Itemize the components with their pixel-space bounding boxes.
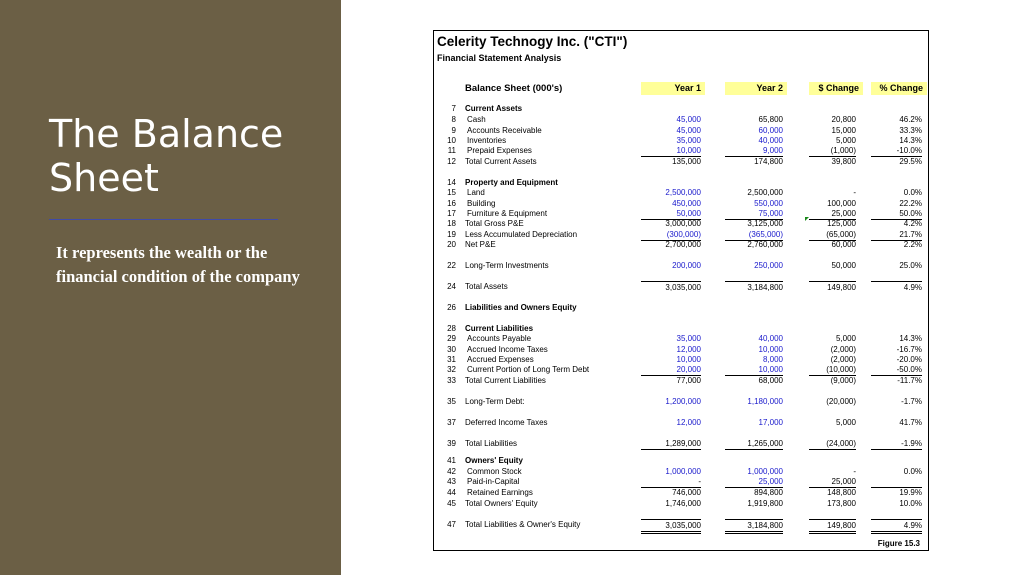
dollar-change-value: 15,000 [831, 126, 856, 135]
year2-value: 8,000 [762, 355, 783, 364]
year1-value: 10,000 [641, 145, 701, 157]
row-label: Liabilities and Owners Equity [465, 303, 577, 312]
year1-value: 1,746,000 [665, 499, 701, 508]
row-number: 45 [447, 499, 456, 508]
percent-change-value: 25.0% [899, 261, 922, 270]
title-panel [0, 0, 341, 575]
table-row [434, 302, 928, 313]
row-label: Less Accumulated Depreciation [465, 230, 578, 239]
dollar-change-value: - [853, 188, 856, 197]
percent-change-value: 10.0% [899, 499, 922, 508]
row-number: 31 [447, 355, 456, 364]
dollar-change-value: 149,800 [809, 281, 856, 293]
year1-value: 1,000,000 [665, 467, 701, 476]
year2-value: 174,800 [754, 157, 783, 166]
dollar-change-value: 148,800 [827, 488, 856, 497]
table-row [434, 375, 928, 386]
row-number: 33 [447, 376, 456, 385]
percent-change-value: 14.3% [899, 334, 922, 343]
balance-sheet-figure [433, 30, 929, 551]
year1-value: 746,000 [672, 488, 701, 497]
row-number: 16 [447, 199, 456, 208]
year2-value: 10,000 [725, 364, 783, 376]
table-row [434, 260, 928, 271]
dollar-change-value: (2,000) [830, 345, 856, 354]
year1-value: 3,035,000 [641, 519, 701, 534]
row-label: Current Assets [465, 104, 523, 113]
row-label: Paid-in-Capital [467, 477, 520, 486]
row-label: Current Portion of Long Term Debt [467, 365, 590, 374]
percent-change-value: 0.0% [903, 188, 922, 197]
row-number: 11 [447, 146, 456, 155]
dollar-change-value: 173,800 [827, 499, 856, 508]
row-label: Accrued Expenses [467, 355, 534, 364]
year2-value: 10,000 [758, 345, 783, 354]
table-row [434, 218, 928, 229]
year2-value: 550,000 [754, 199, 783, 208]
dollar-change-value: (9,000) [830, 376, 856, 385]
dollar-change-value: (24,000) [809, 438, 856, 450]
row-number: 10 [447, 136, 456, 145]
percent-change-header: % Change [871, 82, 927, 95]
dollar-change-value: 20,800 [831, 115, 856, 124]
percent-change-value: -1.9% [871, 438, 922, 450]
year1-value: 450,000 [672, 199, 701, 208]
row-number: 7 [451, 104, 456, 113]
year2-value: 1,180,000 [747, 397, 783, 406]
dollar-change-value: 39,800 [831, 157, 856, 166]
dollar-change-value: (65,000) [809, 229, 856, 241]
percent-change-value: 4.9% [871, 519, 922, 534]
row-label: Building [467, 199, 496, 208]
year2-value: 3,125,000 [747, 219, 783, 228]
row-label: Total Liabilities [465, 439, 518, 448]
row-label: Total Liabilities & Owner's Equity [465, 520, 581, 529]
year1-value: 35,000 [676, 136, 701, 145]
dollar-change-value: 125,000 [827, 219, 856, 228]
comment-marker-icon [805, 217, 809, 221]
year2-value: 60,000 [758, 126, 783, 135]
year1-header: Year 1 [641, 82, 705, 95]
table-row [434, 114, 928, 125]
year1-value: 10,000 [676, 355, 701, 364]
row-label: Furniture & Equipment [467, 209, 548, 218]
year1-value: 1,289,000 [641, 438, 701, 450]
percent-change-value: -11.7% [897, 376, 922, 385]
percent-change-value: 4.9% [871, 281, 922, 293]
row-label: Deferred Income Taxes [465, 418, 548, 427]
row-label: Common Stock [467, 467, 522, 476]
row-label: Total Assets [465, 282, 508, 291]
table-row [434, 438, 928, 449]
year2-value: 250,000 [754, 261, 783, 270]
percent-change-value: -1.7% [901, 397, 922, 406]
row-number: 44 [447, 488, 456, 497]
row-label: Total Current Liabilities [465, 376, 546, 385]
company-title: Celerity Technogy Inc. ("CTI") [437, 34, 628, 49]
row-number: 28 [447, 324, 456, 333]
dollar-change-value: 5,000 [835, 418, 856, 427]
title-divider [49, 219, 278, 220]
row-number: 42 [447, 467, 456, 476]
row-label: Long-Term Debt: [465, 397, 525, 406]
dollar-change-value: 149,800 [809, 519, 856, 534]
dollar-change-header: $ Change [809, 82, 863, 95]
year1-value: 2,500,000 [665, 188, 701, 197]
year1-value: 77,000 [676, 376, 701, 385]
row-number: 8 [451, 115, 456, 124]
row-label: Accrued Income Taxes [467, 345, 548, 354]
year2-value: 75,000 [725, 208, 783, 220]
year2-value: 894,800 [754, 488, 783, 497]
table-row [434, 103, 928, 114]
year2-value: (365,000) [725, 229, 783, 241]
table-row [434, 145, 928, 156]
row-number: 18 [447, 219, 456, 228]
year1-value: 12,000 [676, 418, 701, 427]
table-row [434, 455, 928, 466]
row-label: Total Current Assets [465, 157, 537, 166]
row-label: Current Liabilities [465, 324, 534, 333]
balance-sheet-header: Balance Sheet (000's) [465, 83, 563, 94]
table-row [434, 333, 928, 344]
percent-change-value: 0.0% [903, 467, 922, 476]
percent-change-value: 46.2% [899, 115, 922, 124]
row-number: 22 [447, 261, 456, 270]
table-row [434, 187, 928, 198]
row-number: 20 [447, 240, 456, 249]
year2-value: 2,760,000 [747, 240, 783, 249]
table-row [434, 476, 928, 487]
row-label: Accounts Payable [467, 334, 532, 343]
dollar-change-value: (20,000) [826, 397, 856, 406]
year1-value: 12,000 [676, 345, 701, 354]
statement-subtitle: Financial Statement Analysis [437, 53, 562, 63]
row-number: 37 [447, 418, 456, 427]
table-row [434, 239, 928, 250]
dollar-change-value: 25,000 [809, 208, 856, 220]
year1-value: 135,000 [672, 157, 701, 166]
year2-value: 40,000 [758, 334, 783, 343]
slide-title: The Balance Sheet [49, 112, 284, 200]
row-label: Land [467, 188, 485, 197]
row-label: Inventories [467, 136, 507, 145]
row-number: 19 [447, 230, 456, 239]
row-label: Prepaid Expenses [467, 146, 532, 155]
row-number: 47 [447, 520, 456, 529]
dollar-change-value: 50,000 [831, 261, 856, 270]
row-number: 35 [447, 397, 456, 406]
row-number: 17 [447, 209, 456, 218]
percent-change-value: 50.0% [871, 208, 922, 220]
dollar-change-value: 25,000 [809, 476, 856, 488]
year2-value: 2,500,000 [747, 188, 783, 197]
row-number: 30 [447, 345, 456, 354]
year2-value: 3,184,800 [725, 281, 783, 293]
year1-value: 45,000 [676, 115, 701, 124]
year2-value: 25,000 [725, 476, 783, 488]
table-row [434, 519, 928, 530]
row-number: 12 [447, 157, 456, 166]
dollar-change-value: (1,000) [809, 145, 856, 157]
figure-label: Figure 15.3 [877, 539, 920, 548]
row-label: Long-Term Investments [465, 261, 549, 270]
year1-value: 20,000 [641, 364, 701, 376]
year2-value: 40,000 [758, 136, 783, 145]
dollar-change-value: 5,000 [835, 334, 856, 343]
percent-change-value: -50.0% [871, 364, 922, 376]
row-label: Property and Equipment [465, 178, 558, 187]
dollar-change-value: 60,000 [831, 240, 856, 249]
percent-change-value: 19.9% [899, 488, 922, 497]
row-label: Owners' Equity [465, 456, 523, 465]
percent-change-value: 33.3% [899, 126, 922, 135]
dollar-change-value: 5,000 [835, 136, 856, 145]
row-label: Total Owners' Equity [465, 499, 538, 508]
percent-change-value: 2.2% [903, 240, 922, 249]
percent-change-value: -16.7% [896, 345, 922, 354]
year2-value: 9,000 [725, 145, 783, 157]
dollar-change-value: (10,000) [809, 364, 856, 376]
year1-value: 2,700,000 [665, 240, 701, 249]
year1-value: 200,000 [672, 261, 701, 270]
row-label: Net P&E [465, 240, 496, 249]
dollar-change-value: 100,000 [827, 199, 856, 208]
year2-value: 1,000,000 [747, 467, 783, 476]
row-label: Retained Earnings [467, 488, 533, 497]
row-number: 32 [447, 365, 456, 374]
row-number: 14 [447, 178, 456, 187]
row-label: Accounts Receivable [467, 126, 542, 135]
row-number: 24 [447, 282, 456, 291]
year2-header: Year 2 [725, 82, 787, 95]
percent-change-value: -20.0% [896, 355, 922, 364]
year2-value: 68,000 [758, 376, 783, 385]
row-label: Cash [467, 115, 486, 124]
year1-value: 45,000 [676, 126, 701, 135]
year2-value: 1,265,000 [725, 438, 783, 450]
year2-value: 17,000 [758, 418, 783, 427]
percent-change-value: 29.5% [899, 157, 922, 166]
table-row [434, 498, 928, 509]
row-number: 9 [451, 126, 456, 135]
table-row [434, 487, 928, 498]
row-number: 43 [447, 477, 456, 486]
percent-change-value: -10.0% [871, 145, 922, 157]
year2-value: 3,184,800 [725, 519, 783, 534]
row-number: 39 [447, 439, 456, 448]
year1-value: 3,000,000 [665, 219, 701, 228]
year1-value: 3,035,000 [641, 281, 701, 293]
percent-change-value: 41.7% [899, 418, 922, 427]
year2-value: 1,919,800 [747, 499, 783, 508]
table-row [434, 364, 928, 375]
row-number: 15 [447, 188, 456, 197]
row-number: 26 [447, 303, 456, 312]
percent-change-value: 4.2% [903, 219, 922, 228]
year1-value: - [641, 476, 701, 488]
year1-value: 35,000 [676, 334, 701, 343]
slide-body-text: It represents the wealth or the financial condition of the company [56, 243, 300, 286]
table-row [434, 417, 928, 428]
row-label: Total Gross P&E [465, 219, 524, 228]
percent-change-value: 22.2% [899, 199, 922, 208]
percent-change-value: 14.3% [899, 136, 922, 145]
year1-value: (300,000) [641, 229, 701, 241]
dollar-change-value: (2,000) [830, 355, 856, 364]
row-number: 29 [447, 334, 456, 343]
percent-change-value: 21.7% [871, 229, 922, 241]
dollar-change-value: - [853, 467, 856, 476]
row-number: 41 [447, 456, 456, 465]
table-row [434, 156, 928, 167]
table-row [434, 281, 928, 292]
table-row [434, 396, 928, 407]
year1-value: 1,200,000 [665, 397, 701, 406]
year1-value: 50,000 [641, 208, 701, 220]
year2-value: 65,800 [758, 115, 783, 124]
